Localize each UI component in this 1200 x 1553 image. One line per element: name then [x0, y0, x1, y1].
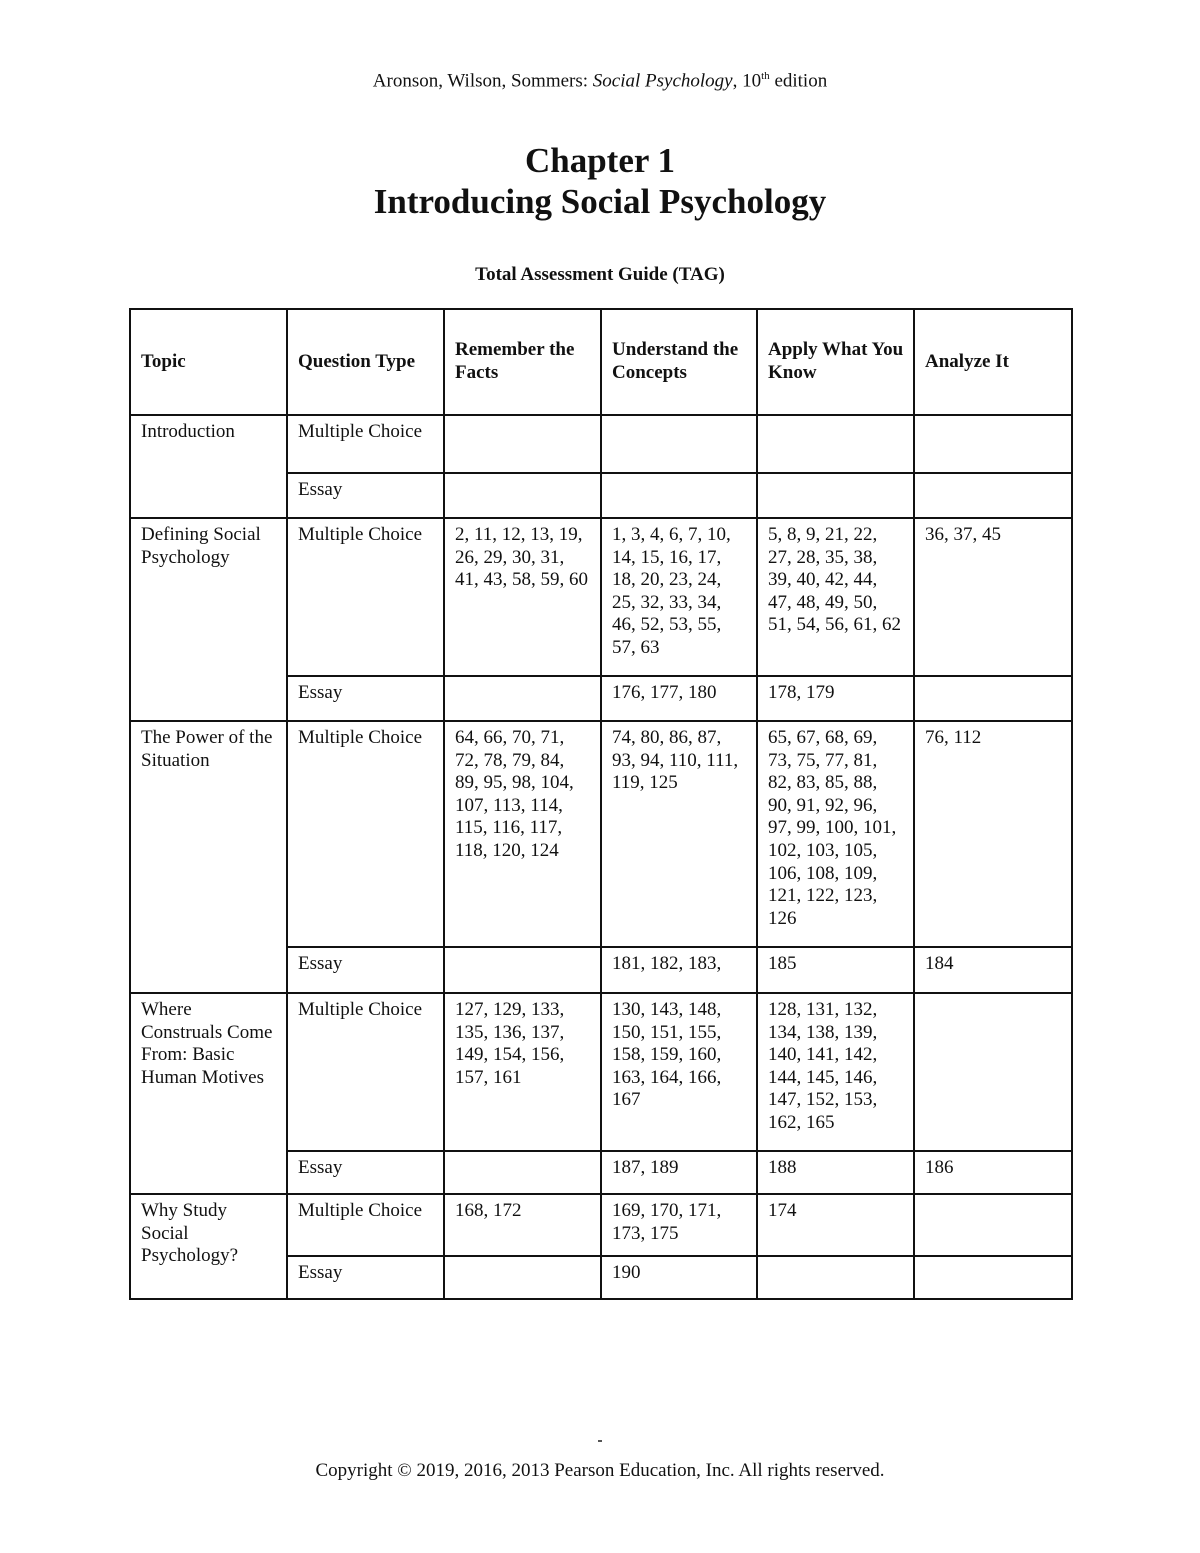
- analyze-cell: 76, 112: [914, 721, 1072, 947]
- topic-cell: The Power of the Situation: [130, 721, 287, 993]
- running-header: [0, 70, 1200, 92]
- header-apply: Apply What You Know: [757, 309, 914, 415]
- analyze-cell: [914, 415, 1072, 473]
- table-header-row: [130, 309, 1072, 415]
- remember-cell: [444, 1151, 601, 1194]
- type-cell: Multiple Choice: [287, 518, 444, 676]
- apply-cell: 178, 179: [757, 676, 914, 721]
- remember-cell: [444, 1256, 601, 1299]
- header-remember: Remember the Facts: [444, 309, 601, 415]
- header-book-title: Social Psychology: [592, 70, 733, 92]
- copyright-footer: Copyright © 2019, 2016, 2013 Pearson Education, Inc. All rights reserved.: [315, 1460, 885, 1481]
- analyze-cell: [914, 1256, 1072, 1299]
- table-row: [130, 1194, 1072, 1256]
- understand-cell: 1, 3, 4, 6, 7, 10, 14, 15, 16, 17, 18, 20, 23, 24, 25, 32, 33, 34, 46, 52, 53, 55, 57, 63: [601, 518, 757, 676]
- remember-cell: [444, 415, 601, 473]
- remember-cell: 127, 129, 133, 135, 136, 137, 149, 154, 156, 157, 161: [444, 993, 601, 1151]
- topic-cell: Introduction: [130, 415, 287, 518]
- analyze-cell: 184: [914, 947, 1072, 993]
- topic-cell: Defining Social Psychology: [130, 518, 287, 721]
- apply-cell: [757, 473, 914, 518]
- understand-cell: 169, 170, 171, 173, 175: [601, 1194, 757, 1256]
- analyze-cell: 36, 37, 45: [914, 518, 1072, 676]
- understand-cell: [601, 415, 757, 473]
- table-body: [130, 415, 1072, 1299]
- type-cell: Essay: [287, 473, 444, 518]
- understand-cell: [601, 473, 757, 518]
- header-edition-number: , 10: [732, 70, 762, 92]
- type-cell: Essay: [287, 1151, 444, 1194]
- table-row: [130, 415, 1072, 473]
- header-authors: Aronson, Wilson, Sommers:: [372, 70, 593, 92]
- understand-cell: 190: [601, 1256, 757, 1299]
- header-topic: Topic: [130, 309, 287, 415]
- understand-cell: 130, 143, 148, 150, 151, 155, 158, 159, 160, 163, 164, 166, 167: [601, 993, 757, 1151]
- header-analyze: Analyze It: [914, 309, 1072, 415]
- assessment-table: [129, 308, 1073, 1300]
- header-question-type: Question Type: [287, 309, 444, 415]
- type-cell: Essay: [287, 1256, 444, 1299]
- remember-cell: 64, 66, 70, 71, 72, 78, 79, 84, 89, 95, 98, 104, 107, 113, 114, 115, 116, 117, 118, 120, 124: [444, 721, 601, 947]
- remember-cell: [444, 676, 601, 721]
- analyze-cell: 186: [914, 1151, 1072, 1194]
- apply-cell: 185: [757, 947, 914, 993]
- apply-cell: 128, 131, 132, 134, 138, 139, 140, 141, 142, 144, 145, 146, 147, 152, 153, 162, 165: [757, 993, 914, 1151]
- header-edition-word: edition: [769, 70, 828, 92]
- understand-cell: 181, 182, 183,: [601, 947, 757, 993]
- understand-cell: 176, 177, 180: [601, 676, 757, 721]
- apply-cell: 174: [757, 1194, 914, 1256]
- remember-cell: [444, 947, 601, 993]
- table-row: [130, 721, 1072, 947]
- remember-cell: [444, 473, 601, 518]
- type-cell: Multiple Choice: [287, 1194, 444, 1256]
- apply-cell: 65, 67, 68, 69, 73, 75, 77, 81, 82, 83, 85, 88, 90, 91, 92, 96, 97, 99, 100, 101, 102, 103, 105, 106, 108, 109, 121, 122, 123, 126: [757, 721, 914, 947]
- type-cell: Multiple Choice: [287, 993, 444, 1151]
- header-edition-suffix: th: [761, 70, 770, 82]
- apply-cell: [757, 1256, 914, 1299]
- understand-cell: 74, 80, 86, 87, 93, 94, 110, 111, 119, 125: [601, 721, 757, 947]
- type-cell: Multiple Choice: [287, 415, 444, 473]
- table-row: [130, 993, 1072, 1151]
- type-cell: Essay: [287, 676, 444, 721]
- apply-cell: [757, 415, 914, 473]
- analyze-cell: [914, 676, 1072, 721]
- apply-cell: 5, 8, 9, 21, 22, 27, 28, 35, 38, 39, 40, 42, 44, 47, 48, 49, 50, 51, 54, 56, 61, 62: [757, 518, 914, 676]
- analyze-cell: [914, 993, 1072, 1151]
- analyze-cell: [914, 1194, 1072, 1256]
- page-mark: [598, 1440, 602, 1442]
- analyze-cell: [914, 473, 1072, 518]
- topic-cell: Why Study Social Psychology?: [130, 1194, 287, 1299]
- type-cell: Essay: [287, 947, 444, 993]
- apply-cell: 188: [757, 1151, 914, 1194]
- topic-cell: Where Construals Come From: Basic Human Motives: [130, 993, 287, 1194]
- type-cell: Multiple Choice: [287, 721, 444, 947]
- remember-cell: 2, 11, 12, 13, 19, 26, 29, 30, 31, 41, 43, 58, 59, 60: [444, 518, 601, 676]
- table-row: [130, 518, 1072, 676]
- chapter-name: Introducing Social Psychology: [373, 182, 827, 221]
- understand-cell: 187, 189: [601, 1151, 757, 1194]
- tag-subtitle: Total Assessment Guide (TAG): [475, 264, 725, 285]
- chapter-number: Chapter 1: [524, 141, 676, 180]
- header-understand: Understand the Concepts: [601, 309, 757, 415]
- chapter-title: [0, 140, 1200, 222]
- remember-cell: 168, 172: [444, 1194, 601, 1256]
